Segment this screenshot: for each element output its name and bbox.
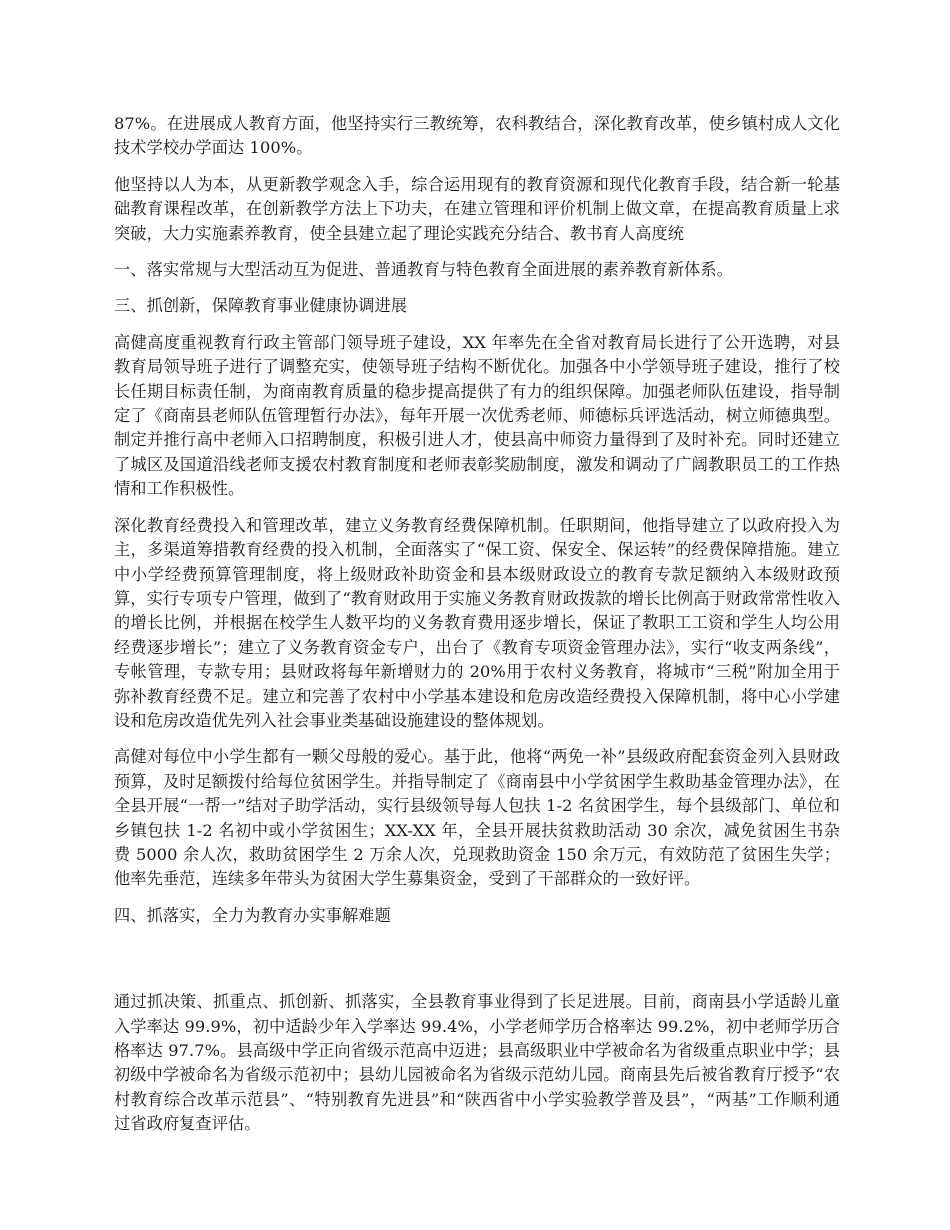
document-page xyxy=(114,112,840,1149)
section-heading-four: 四、抓落实，全力为教育办实事解难题 xyxy=(114,905,391,925)
paragraph-section-one: 一、落实常规与大型活动互为促进、普通教育与特色教育全面进展的素养教育新体系。 xyxy=(114,260,733,280)
paragraph-people-oriented: 他坚持以人为本，从更新教学观念入手，综合运用现有的教育资源和现代化教育手段，结合新一轮基础教育课程改革，在创新教学方法上下功夫，在建立管理和评价机制上做文章，在提高教育质量上求突破，大力实施素养教育，使全县建立起了理论实践充分结合、教书育人高度统 xyxy=(114,174,840,243)
paragraph-leadership: 高健高度重视教育行政主管部门领导班子建设，XX 年率先在全省对教育局长进行了公开选聘，对县教育局领导班子进行了调整充实，使领导班子结构不断优化。加强各中小学领导班子建设，推行了校长任期目标责任制，为商南教育质量的稳步提高提供了有力的组织保障。加强老师队伍建设，指导制定了《商南县老师队伍管理暂行办法》，每年开展一次优秀老师、师德标兵评选活动，树立师德典型。制定并推行高中老师入口招聘制度，积极引进人才，使县高中师资力量得到了及时补充。同时还建立了城区及国道沿线老师支援农村教育制度和老师表彰奖励制度，激发和调动了广阔教职员工的工作热情和工作积极性。 xyxy=(114,332,840,499)
blank-gap xyxy=(114,940,840,990)
section-heading-three: 三、抓创新，保障教育事业健康协调进展 xyxy=(114,296,408,316)
paragraph-adult-education: 87%。在进展成人教育方面，他坚持实行三教统筹，农科教结合，深化教育改革，使乡镇村成人文化技术学校办学面达 100%。 xyxy=(114,114,840,158)
paragraph-poor-students: 高健对每位中小学生都有一颗父母般的爱心。基于此，他将“两免一补”县级政府配套资金列入县财政预算，及时足额拨付给每位贫困学生。并指导制定了《商南县中小学贫困学生救助基金管理办法》，在全县开展“一帮一”结对子助学活动，实行县级领导每人包扶 1-2 名贫困学生，每个县级部门、单位和乡镇包扶 1-2 名初中或小学贫困生；XX-XX 年，全县开展扶贫救助活动 30 余次，减免贫困生书杂费 5000 余人次，救助贫困学生 2 万余人次，兑现救助资金 150 余万元，有效防范了贫困生失学；他率先垂范，连续多年带头为贫困大学生募集资金，受到了干部群众的一致好评。 xyxy=(114,747,840,889)
paragraph-funding: 深化教育经费投入和管理改革，建立义务教育经费保障机制。任职期间，他指导建立了以政府投入为主，多渠道筹措教育经费的投入机制，全面落实了“保工资、保安全、保运转”的经费保障措施。建立中小学经费预算管理制度，将上级财政补助资金和县本级财政设立的教育专款足额纳入本级财政预算，实行专项专户管理，做到了“教育财政用于实施义务教育财政拨款的增长比例高于财政常常性收入的增长比例，并根据在校学生人数平均的义务教育费用逐步增长，保证了教职工工资和学生人均公用经费逐步增长”；建立了义务教育资金专户，出台了《教育专项资金管理办法》，实行“收支两条线”，专帐管理，专款专用；县财政将每年新增财力的 20%用于农村义务教育，将城市“三税”附加全用于弥补教育经费不足。建立和完善了农村中小学基本建设和危房改造经费投入保障机制，将中心小学建设和危房改造优先列入社会事业类基础设施建设的整体规划。 xyxy=(114,515,840,730)
paragraph-achievements: 通过抓决策、抓重点、抓创新、抓落实，全县教育事业得到了长足进展。目前，商南县小学适龄儿童入学率达 99.9%，初中适龄少年入学率达 99.4%，小学老师学历合格率达 99.2%，初中老师学历合格率达 97.7%。县高级中学正向省级示范高中迈进；县高级职业中学被命名为省级重点职业中学；县初级中学被命名为省级示范初中；县幼儿园被命名为省级示范幼儿园。商南县先后被省教育厅授予“农村教育综合改革示范县”、“特别教育先进县”和“陕西省中小学实验教学普及县”，“两基”工作顺利通过省政府复查评估。 xyxy=(114,992,840,1134)
